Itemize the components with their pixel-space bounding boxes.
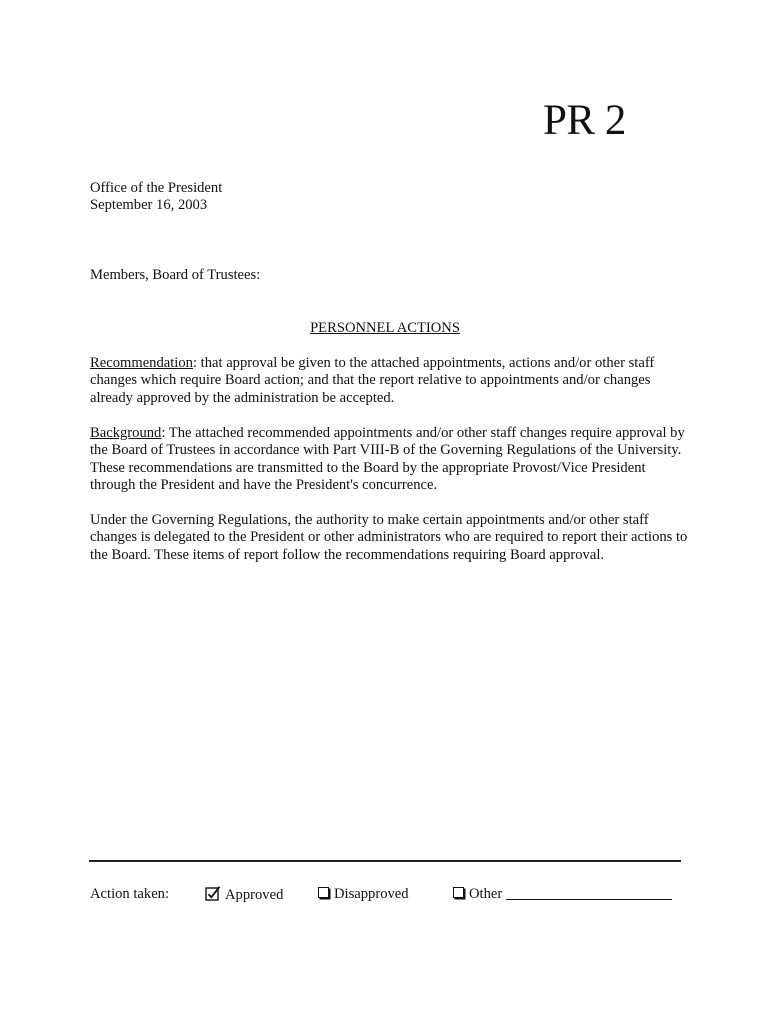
- salutation: Members, Board of Trustees:: [90, 267, 261, 283]
- option-disapproved[interactable]: [318, 886, 409, 903]
- background-label: Background: [90, 425, 162, 441]
- recommendation-text: : that approval be given to the attached appointments, actions and/or other staff changes which require Board action; and that the report relative to appointments and/or changes already approved by the administration be accepted.: [90, 355, 655, 406]
- background-text: : The attached recommended appointments and/or other staff changes require approval by the Board of Trustees in accordance with Part VIII-B of the Governing Regulations of the University. These recommendations are transmitted to the Board by the appropriate Provost/Vice President through the President and have the President's concurrence.: [90, 425, 685, 494]
- option-other-label: Other: [469, 886, 503, 902]
- office-name: Office of the President: [90, 180, 223, 196]
- option-approved[interactable]: [205, 886, 283, 904]
- recommendation-label: Recommendation: [90, 355, 193, 371]
- action-row: [0, 884, 770, 908]
- background-paragraph: [90, 425, 688, 495]
- heading-text: PERSONNEL ACTIONS: [310, 320, 460, 336]
- action-label: Action taken:: [90, 886, 170, 902]
- document-code: PR 2: [543, 97, 626, 144]
- empty-checkbox-icon[interactable]: [318, 887, 329, 898]
- recommendation-paragraph: [90, 355, 688, 407]
- governing-paragraph: Under the Governing Regulations, the authority to make certain appointments and/or other staff changes is delegated to the President or other administrators who are required to report their actions to the Board. These items of report follow the recommendations requiring Board approval.: [90, 512, 688, 563]
- other-blank-line[interactable]: [506, 886, 672, 900]
- option-approved-label: Approved: [225, 887, 284, 903]
- document-date: September 16, 2003: [90, 197, 208, 214]
- empty-checkbox-icon[interactable]: [453, 887, 464, 898]
- option-disapproved-label: Disapproved: [334, 886, 409, 902]
- option-other[interactable]: [453, 886, 672, 903]
- office-block: [90, 180, 680, 215]
- document-heading: [90, 320, 680, 337]
- checked-checkbox-icon[interactable]: [205, 886, 221, 901]
- divider-rule: [89, 860, 681, 862]
